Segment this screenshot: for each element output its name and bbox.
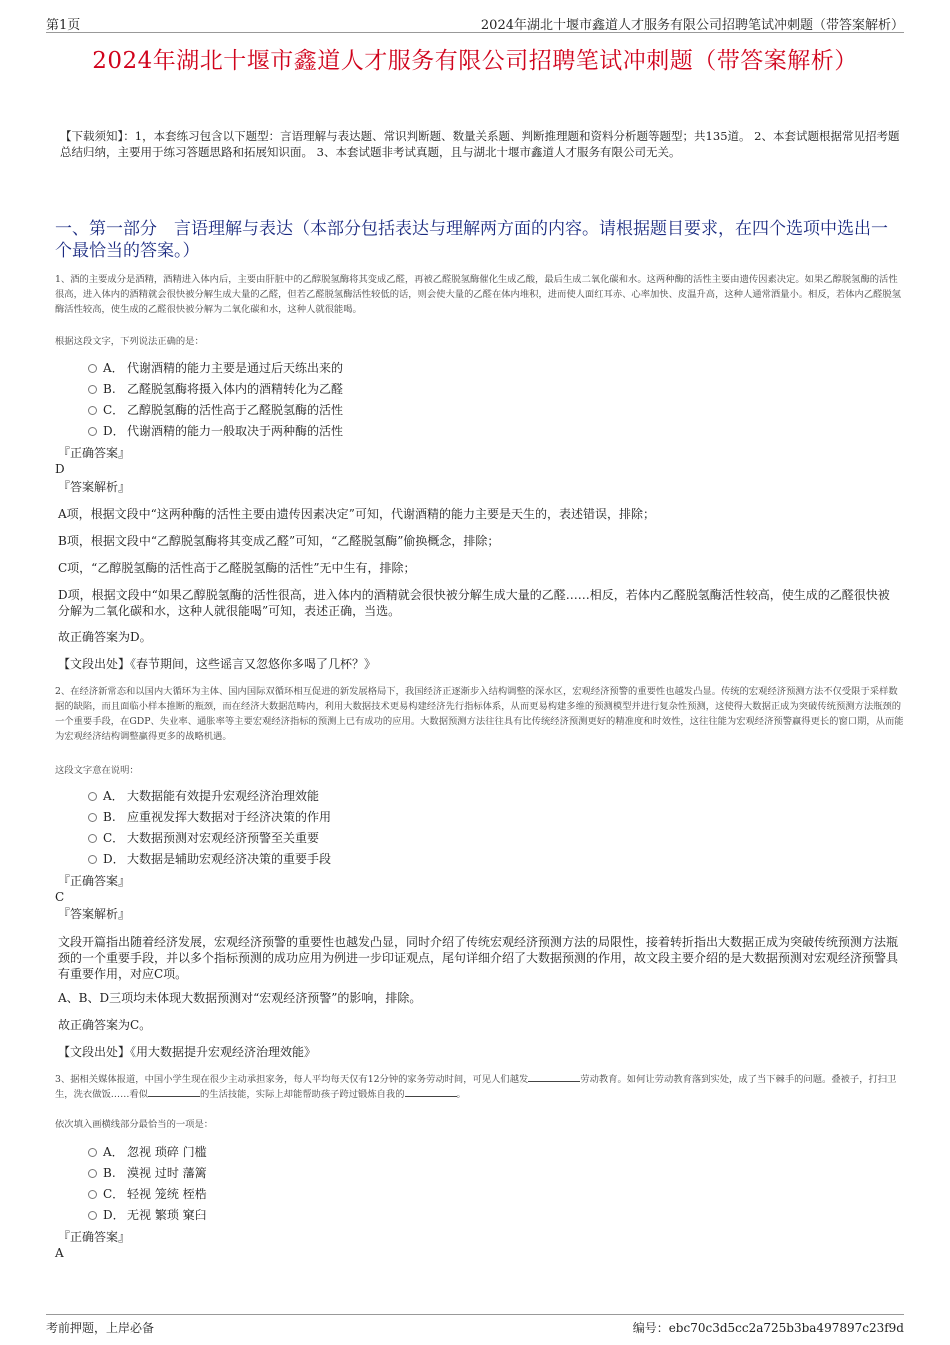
radio-icon xyxy=(88,385,97,394)
document-title: 2024年湖北十堰市鑫道人才服务有限公司招聘笔试冲刺题（带答案解析） xyxy=(92,48,858,74)
q2-answer-label: 『正确答案』 xyxy=(58,874,131,888)
q1-passage: 1、酒的主要成分是酒精，酒精进入体内后，主要由肝脏中的乙醇脱氢酶将其变成乙醛，再被乙醛脱氢酶催化生成乙酸，最后生成二氧化碳和水。这两种酶的活性主要由遗传因素决定。如果乙醇脱氢酶的活性很高，进入体内的酒精就会很快被分解生成大量的乙醛，但若乙醛脱氢酶活性较低的话，则会使大量的乙醛在体内堆积，进而使人面红耳赤、心率加快、皮温升高，这种人通常酒量小。相反，若体内乙醛脱氢酶活性较高，使生成的乙醛很快被分解为二氧化碳和水，这种人就很能喝。 xyxy=(55,274,902,315)
q1-answer: D xyxy=(55,462,65,476)
page-footer xyxy=(46,1314,904,1337)
radio-icon xyxy=(88,834,97,843)
fill-blank-3 xyxy=(405,1087,457,1097)
section-heading: 一、第一部分 言语理解与表达（本部分包括表达与理解两方面的内容。请根据题目要求，在四个选项中选出一个最恰当的答案。） xyxy=(55,219,888,261)
footer-doc-id: 编号：ebc70c3d5cc2a725b3ba497897c23f9d xyxy=(632,1321,904,1335)
page-header xyxy=(46,14,904,33)
q1-analysis-label: 『答案解析』 xyxy=(58,480,131,494)
q2-passage: 2、在经济新常态和以国内大循环为主体、国内国际双循环相互促进的新发展格局下，我国经济正逐渐步入结构调整的深水区，宏观经济预警的重要性也越发凸显。传统的宏观经济预测方法不仅受限于采样数据的缺陷，而且面临小样本推断的瓶颈，而在经济大数据范畴内，利用大数据技术更易构建经济先行指标体系，从而更易构建多维的预测模型并进行复杂性预测，这使得大数据正成为突破传统预测方法瓶颈的一个重要手段，在GDP、失业率、通胀率等主要宏观经济指标的预测上已有成功的应用。大数据预测方法往往具有比传统经济预测更好的精准度和时效性，这往往能为宏观经济预警赢得更长的窗口期，从而能为宏观经济结构调整赢得更多的战略机遇。 xyxy=(55,686,904,742)
radio-icon xyxy=(88,813,97,822)
q1-source: 【文段出处】《春节期间，这些谣言又忽悠你多喝了几杯？》 xyxy=(58,657,377,671)
q3-answer: A xyxy=(55,1246,64,1260)
q2-source: 【文段出处】《用大数据提升宏观经济治理效能》 xyxy=(58,1045,317,1059)
q2-question: 这段文字意在说明： xyxy=(55,765,139,776)
q1-option-d[interactable]: D． 代谢酒精的能力一般取决于两种酶的活性 xyxy=(88,422,343,440)
q2-analysis-exclude: A、B、D三项均未体现大数据预测对“宏观经济预警”的影响，排除。 xyxy=(58,991,422,1005)
q2-conclusion: 故正确答案为C。 xyxy=(58,1018,152,1032)
radio-icon xyxy=(88,1211,97,1220)
radio-icon xyxy=(88,1169,97,1178)
q1-analysis-c: C项，“乙醇脱氢酶的活性高于乙醛脱氢酶的活性”无中生有，排除； xyxy=(58,561,416,575)
q1-answer-label: 『正确答案』 xyxy=(58,446,131,460)
q3-answer-label: 『正确答案』 xyxy=(58,1230,131,1244)
q2-analysis-label: 『答案解析』 xyxy=(58,907,131,921)
q2-option-a[interactable]: A． 大数据能有效提升宏观经济治理效能 xyxy=(88,787,319,805)
q1-option-a[interactable]: A． 代谢酒精的能力主要是通过后天练出来的 xyxy=(88,359,343,377)
q2-analysis-main: 文段开篇指出随着经济发展，宏观经济预警的重要性也越发凸显，同时介绍了传统宏观经济预测方法的局限性，接着转折指出大数据正成为突破传统预测方法瓶颈的一个重要手段，并以多个指标预测的成功应用为例进一步印证观点，尾句详细介绍了大数据预测的作用，故文段主要介绍的是大数据预测对宏观经济预警具有重要作用，对应C项。 xyxy=(58,935,899,981)
radio-icon xyxy=(88,364,97,373)
header-doc-title: 2024年湖北十堰市鑫道人才服务有限公司招聘笔试冲刺题（带答案解析） xyxy=(480,18,904,33)
radio-icon xyxy=(88,406,97,415)
q3-passage: 3、据相关媒体报道，中国小学生现在很少主动承担家务，每人平均每天仅有12分钟的家务劳动时间，可见人们越发 劳动教育。如何让劳动教育落到实处，成了当下棘手的问题。叠被子，打扫卫生，洗衣做饭……看似 的生活技能，实际上却能帮助孩子跨过锻炼自我的 。 xyxy=(55,1074,897,1100)
radio-icon xyxy=(88,427,97,436)
q3-option-a[interactable]: A． 忽视 琐碎 门槛 xyxy=(88,1143,207,1161)
q1-question: 根据这段文字，下列说法正确的是： xyxy=(55,336,204,347)
download-notice: 【下载须知】：1，本套练习包含以下题型：言语理解与表达题、常识判断题、数量关系题、判断推理题和资料分析题等题型；共135道。 2、本套试题根据常见招考题总结归纳，主要用于练习答题思路和拓展知识面。 3、本套试题非考试真题，且与湖北十堰市鑫道人才服务有限公司无关。 xyxy=(60,129,900,159)
fill-blank-2 xyxy=(148,1087,200,1097)
radio-icon xyxy=(88,1148,97,1157)
footer-slogan: 考前押题，上岸必备 xyxy=(46,1321,155,1335)
q1-option-b[interactable]: B. 乙醛脱氢酶将摄入体内的酒精转化为乙醛 xyxy=(88,380,343,398)
q2-option-b[interactable]: B. 应重视发挥大数据对于经济决策的作用 xyxy=(88,808,331,826)
fill-blank-1 xyxy=(528,1072,580,1082)
radio-icon xyxy=(88,1190,97,1199)
q3-question: 依次填入画横线部分最恰当的一项是： xyxy=(55,1119,214,1130)
page-number: 第1页 xyxy=(46,18,81,33)
radio-icon xyxy=(88,855,97,864)
q1-option-c[interactable]: C． 乙醇脱氢酶的活性高于乙醛脱氢酶的活性 xyxy=(88,401,343,419)
q1-analysis-b: B项，根据文段中“乙醇脱氢酶将其变成乙醛”可知，“乙醛脱氢酶”偷换概念，排除； xyxy=(58,534,500,548)
q3-option-d[interactable]: D． 无视 繁琐 窠臼 xyxy=(88,1206,207,1224)
radio-icon xyxy=(88,792,97,801)
q1-analysis-a: A项，根据文段中“这两种酶的活性主要由遗传因素决定”可知，代谢酒精的能力主要是天生的，表述错误，排除； xyxy=(58,507,655,521)
q3-option-c[interactable]: C． 轻视 笼统 桎梏 xyxy=(88,1185,207,1203)
q2-option-d[interactable]: D． 大数据是辅助宏观经济决策的重要手段 xyxy=(88,850,331,868)
q1-analysis-d: D项，根据文段中“如果乙醇脱氢酶的活性很高，进入体内的酒精就会很快被分解生成大量的乙醛……相反，若体内乙醛脱氢酶活性较高，使生成的乙醛很快被分解为二氧化碳和水，这种人就很能喝”可知，表述正确，当选。 xyxy=(58,588,890,618)
q3-option-b[interactable]: B. 漠视 过时 藩篱 xyxy=(88,1164,207,1182)
q1-conclusion: 故正确答案为D。 xyxy=(58,630,152,644)
q2-answer: C xyxy=(55,890,65,904)
q2-option-c[interactable]: C． 大数据预测对宏观经济预警至关重要 xyxy=(88,829,319,847)
